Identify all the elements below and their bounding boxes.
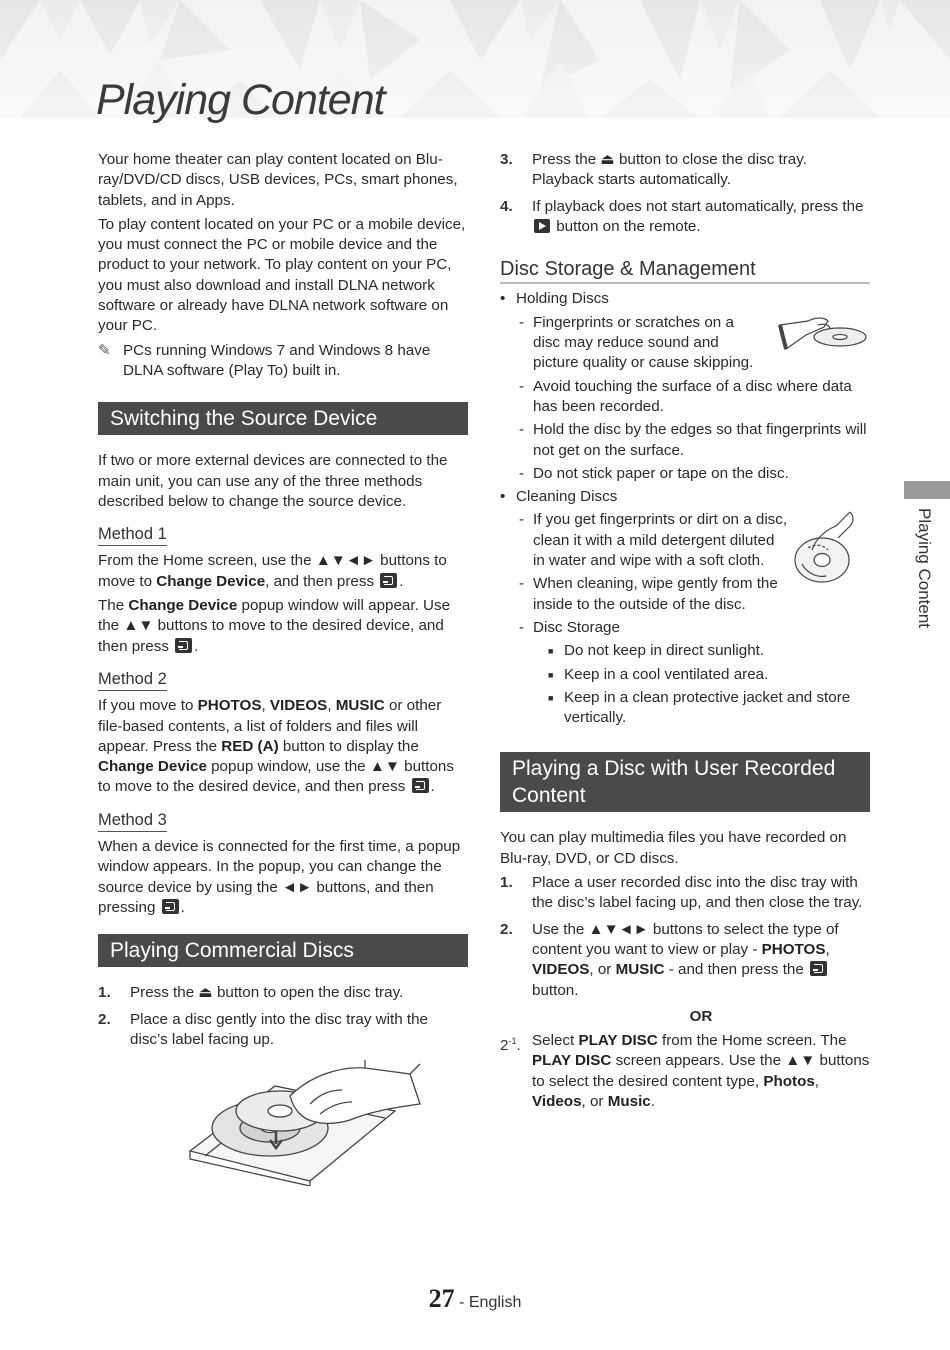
page-footer xyxy=(0,1284,950,1314)
holding-group xyxy=(500,313,870,374)
cleaning-group xyxy=(500,510,870,571)
play-button-icon xyxy=(534,219,550,233)
switching-intro: If two or more external devices are connected to the main unit, you can use any of the three methods described below to change the source device. xyxy=(98,452,448,510)
list-item: - Avoid touching the surface of a disc where data has been recorded. xyxy=(519,377,852,415)
list-item: ■ Keep in a clean protective jacket and store vertically. xyxy=(548,688,851,727)
section-heading-storage: Disc Storage & Management xyxy=(500,259,870,284)
intro-paragraph-1: Your home theater can play content located on Blu-ray/DVD/CD discs, USB devices, PCs, smart phones, tablets, and in Apps. xyxy=(98,151,458,209)
method-1-text-1: From the Home screen, use the ▲▼◄► buttons to move to Change Device, and then press . xyxy=(98,552,447,590)
list-item: ■ Keep in a cool ventilated area. xyxy=(548,665,769,683)
recorded-intro: You can play multimedia files you have recorded on Blu-ray, DVD, or CD discs. xyxy=(500,829,847,867)
method-3-title: Method 3 xyxy=(98,810,167,832)
list-item: - Disc Storage xyxy=(519,618,620,636)
list-item: 4. If playback does not start automatically, press the button on the remote. xyxy=(500,197,864,235)
list-item: - Hold the disc by the edges so that fingerprints will not get on the surface. xyxy=(519,421,867,459)
note xyxy=(98,341,468,382)
list-item: - Fingerprints or scratches on a disc may reduce sound and picture quality or cause skipping. xyxy=(519,313,754,372)
left-column xyxy=(98,150,468,1186)
method-1-text-2: The Change Device popup window will appear. Use the ▲▼ buttons to move to the desired device, and then press . xyxy=(98,597,451,655)
list-item: 1. Place a user recorded disc into the disc tray with the disc’s label facing up, and then close the tray. xyxy=(500,874,863,912)
page-title: Playing Content xyxy=(96,76,385,124)
method-3-text: When a device is connected for the first time, a popup window appears. In the popup, you can change the source device by using the ◄► buttons, and then pressing . xyxy=(98,838,461,916)
list-item: 2. Use the ▲▼◄► buttons to select the type of content you want to view or play - PHOTOS, VIDEOS, or MUSIC - and then press the button. xyxy=(500,920,839,999)
section-heading-switching: Switching the Source Device xyxy=(98,402,468,435)
method-1-title: Method 1 xyxy=(98,524,167,546)
section-heading-commercial: Playing Commercial Discs xyxy=(98,934,468,967)
recorded-steps xyxy=(500,873,870,1001)
enter-button-icon xyxy=(810,961,827,976)
bullet-holding: • Holding Discs xyxy=(500,290,609,308)
hand-holding-disc-illustration xyxy=(778,315,868,355)
page-number: 27 xyxy=(428,1284,455,1313)
enter-button-icon xyxy=(412,778,429,793)
commercial-steps-part-1 xyxy=(98,983,468,1050)
section-heading-recorded: Playing a Disc with User Recorded Content xyxy=(500,752,870,812)
intro-paragraph-2: To play content located on your PC or a mobile device, you must connect the PC or mobile device and the product to your network. To play content on your PC, you must also download and install DLNA network software or already have DLNA network software on your PC. xyxy=(98,215,466,335)
list-item: 2. Place a disc gently into the disc tray with the disc’s label facing up. xyxy=(98,1010,428,1048)
commercial-steps-part-2 xyxy=(500,150,870,237)
enter-button-icon xyxy=(380,573,397,588)
note-text: PCs running Windows 7 and Windows 8 have DLNA software (Play To) built in. xyxy=(123,341,431,379)
pencil-icon: ✎ xyxy=(98,341,111,359)
cleaning-disc-illustration xyxy=(792,508,862,588)
bullet-cleaning: • Cleaning Discs xyxy=(500,488,618,506)
recorded-steps-alt xyxy=(500,1031,870,1112)
list-item: - If you get fingerprints or dirt on a disc, clean it with a mild detergent diluted in water and wipe with a soft cloth. xyxy=(519,511,788,570)
enter-button-icon xyxy=(162,899,179,914)
enter-button-icon xyxy=(175,638,192,653)
list-item: ■ Do not keep in direct sunlight. xyxy=(548,642,765,660)
footer-language: - English xyxy=(459,1294,522,1311)
list-item: - When cleaning, wipe gently from the inside to the outside of the disc. xyxy=(519,575,778,613)
disc-tray-illustration xyxy=(180,1056,480,1186)
side-tab-label: Playing Content xyxy=(915,508,934,629)
or-separator: OR xyxy=(689,1007,713,1025)
method-2-text: If you move to PHOTOS, VIDEOS, MUSIC or other file-based contents, a list of folders and files will appear. Press the RED (A) button to display the Change Device popup window, use the ▲▼ buttons to move to the desired device, and then press . xyxy=(98,697,454,796)
list-item: - Do not stick paper or tape on the disc. xyxy=(519,464,789,482)
list-item: $2^{-1}$. Select PLAY DISC from the Home screen. The PLAY DISC screen appears. Use the ▲▼ buttons to select the desired content type, Photos, Videos, or Music. xyxy=(500,1032,870,1110)
list-item: 1. Press the ⏏ button to open the disc tray. xyxy=(98,984,404,1002)
list-item: 3. Press the ⏏ button to close the disc tray. Playback starts automatically. xyxy=(500,151,807,189)
method-2-title: Method 2 xyxy=(98,669,167,691)
side-tab-marker xyxy=(904,481,950,499)
right-column xyxy=(500,150,870,1118)
